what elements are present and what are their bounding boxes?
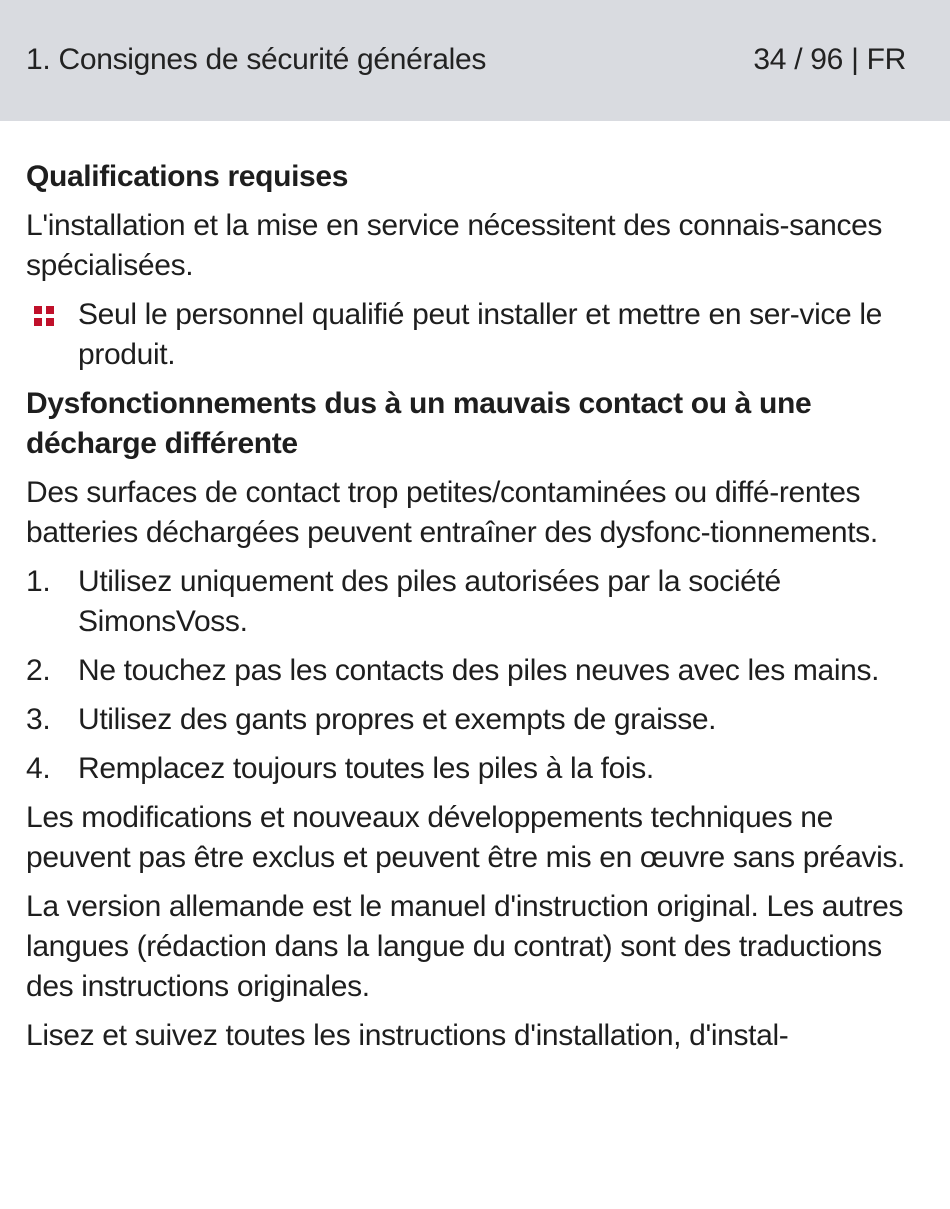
- step-text: Utilisez uniquement des piles autorisées par la société SimonsVoss.: [78, 565, 781, 638]
- red-four-squares-icon: [34, 306, 54, 326]
- step-number: 4.: [26, 752, 51, 785]
- list-item: [26, 700, 924, 740]
- section-title: 1. Consignes de sécurité générales: [26, 43, 487, 76]
- step-number: 2.: [26, 654, 51, 687]
- list-item: [26, 562, 924, 642]
- note-paragraph: Les modifications et nouveaux développements techniques ne peuvent pas être exclus et peuvent être mis en œuvre sans préavis.: [26, 801, 906, 874]
- step-number: 3.: [26, 703, 51, 736]
- step-text: Ne touchez pas les contacts des piles neuves avec les mains.: [78, 654, 880, 687]
- bullet-item: [26, 295, 924, 375]
- step-text: Utilisez des gants propres et exempts de graisse.: [78, 703, 717, 736]
- step-number: 1.: [26, 565, 51, 598]
- bullet-text: Seul le personnel qualifié peut installer et mettre en ser-vice le produit.: [78, 298, 883, 371]
- page-header: [0, 0, 950, 121]
- document-body: [0, 157, 950, 1056]
- step-text: Remplacez toujours toutes les piles à la fois.: [78, 752, 654, 785]
- malfunctions-heading: Dysfonctionnements dus à un mauvais contact ou à une décharge différente: [26, 387, 812, 460]
- list-item: [26, 749, 924, 789]
- qualifications-heading: Qualifications requises: [26, 160, 349, 193]
- malfunctions-body: Des surfaces de contact trop petites/contaminées ou diffé-rentes batteries déchargées peuvent entraîner des dysfonc-tionnements.: [26, 476, 878, 549]
- note-paragraph: Lisez et suivez toutes les instructions d'installation, d'instal-: [26, 1019, 789, 1052]
- page-number: 34 / 96 | FR: [753, 43, 906, 76]
- list-item: [26, 651, 924, 691]
- bullet-marker: [26, 295, 78, 375]
- qualifications-body: L'installation et la mise en service nécessitent des connais-sances spécialisées.: [26, 209, 883, 282]
- note-paragraph: La version allemande est le manuel d'instruction original. Les autres langues (rédaction dans la langue du contrat) sont des traductions des instructions originales.: [26, 890, 904, 1003]
